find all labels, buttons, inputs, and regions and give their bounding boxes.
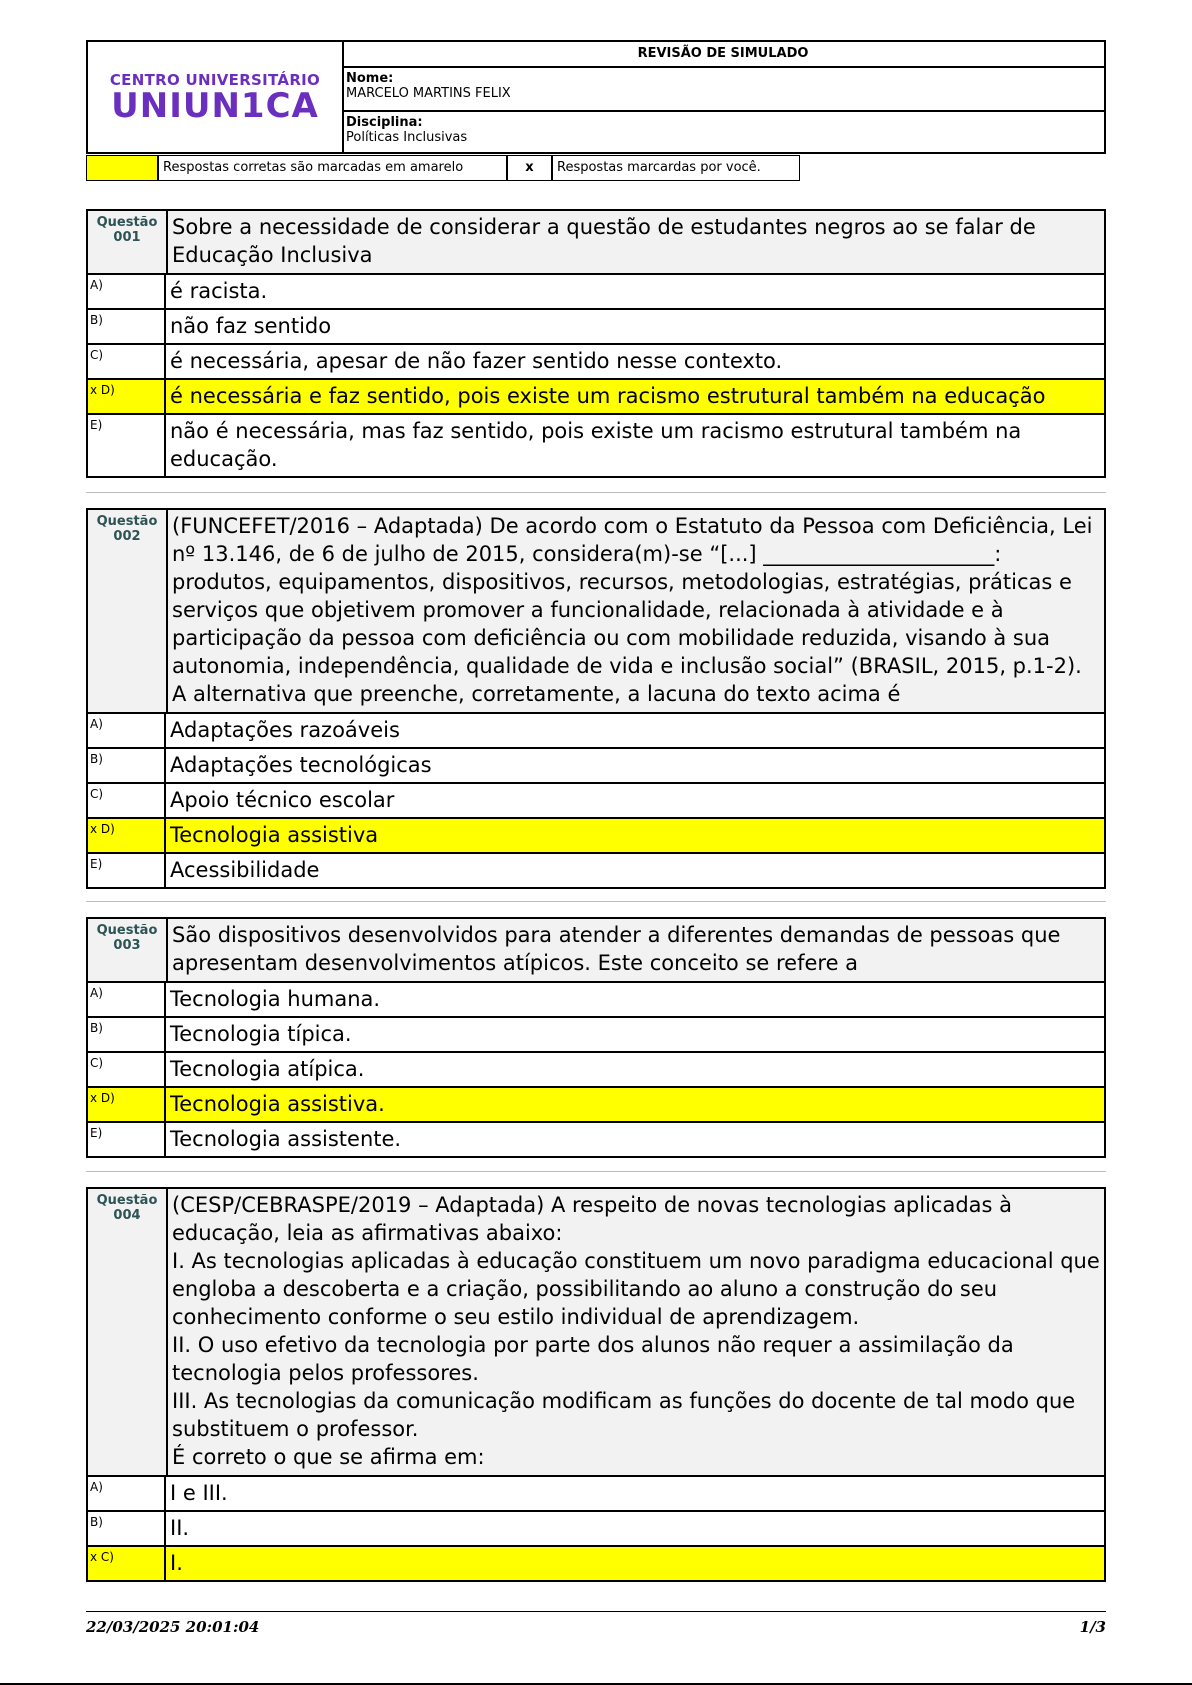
answer-option[interactable]	[88, 747, 1104, 782]
option-text: I e III.	[170, 1481, 228, 1505]
option-label: B)	[88, 310, 166, 343]
option-text: Tecnologia atípica.	[170, 1057, 365, 1081]
option-text: é necessária e faz sentido, pois existe um racismo estrutural também na educação	[170, 384, 1046, 408]
question-text-line: É correto o que se afirma em:	[172, 1445, 485, 1469]
option-label: x D)	[88, 380, 166, 413]
answer-option[interactable]	[88, 1016, 1104, 1051]
option-label: A)	[88, 275, 166, 308]
question-number: 004	[113, 1208, 141, 1223]
option-text: é necessária, apesar de não fazer sentido nesse contexto.	[170, 349, 783, 373]
option-text: não é necessária, mas faz sentido, pois existe um racismo estrutural também na educação.	[170, 419, 1022, 471]
option-label: x D)	[88, 819, 166, 852]
option-label: A)	[88, 1477, 166, 1510]
question-number: 001	[113, 230, 141, 245]
discipline-cell	[342, 112, 1104, 152]
footer-page-number: 1/3	[1079, 1618, 1106, 1636]
option-label: x C)	[88, 1547, 166, 1580]
question-word: Questão	[96, 923, 158, 938]
option-text: Acessibilidade	[170, 858, 320, 882]
question-separator	[86, 901, 1106, 902]
header-table	[86, 40, 1106, 154]
option-text: Tecnologia típica.	[170, 1022, 352, 1046]
question-header-row	[88, 211, 1104, 273]
question-text-line: II. O uso efetivo da tecnologia por parte dos alunos não requer a assimilação da tecnologia pelos professores.	[172, 1333, 1014, 1385]
question-text	[168, 510, 1104, 712]
question-label	[88, 1189, 168, 1475]
question-number: 002	[113, 529, 141, 544]
question-word: Questão	[96, 514, 158, 529]
legend-correct-text: Respostas corretas são marcadas em amarelo	[158, 155, 507, 181]
option-label: E)	[88, 1123, 166, 1156]
answer-option[interactable]	[88, 712, 1104, 747]
answer-option[interactable]	[88, 378, 1104, 413]
option-label: E)	[88, 854, 166, 887]
answer-option[interactable]	[88, 1475, 1104, 1510]
question-text	[168, 211, 1104, 273]
question-text-line: (CESP/CEBRASPE/2019 – Adaptada) A respeito de novas tecnologias aplicadas à educação, leia as afirmativas abaixo:	[172, 1193, 1013, 1245]
question-header-row	[88, 510, 1104, 712]
footer	[86, 1611, 1106, 1636]
question-word: Questão	[96, 215, 158, 230]
answer-option[interactable]	[88, 1121, 1104, 1156]
option-label: C)	[88, 784, 166, 817]
question-text	[168, 1189, 1104, 1475]
option-label: C)	[88, 1053, 166, 1086]
answer-option[interactable]	[88, 308, 1104, 343]
answer-option[interactable]	[88, 782, 1104, 817]
discipline-name: Políticas Inclusivas	[346, 130, 468, 145]
option-label: A)	[88, 714, 166, 747]
question-number: 003	[113, 938, 141, 953]
question-statement: Sobre a necessidade de considerar a questão de estudantes negros ao se falar de Educação Inclusiva	[172, 215, 1036, 267]
discipline-label: Disciplina:	[346, 115, 423, 130]
answer-option[interactable]	[88, 273, 1104, 308]
question-004	[86, 1187, 1106, 1582]
logo-line2: UNIUN1CA	[111, 86, 319, 126]
question-header-row	[88, 919, 1104, 981]
footer-datetime: 22/03/2025 20:01:04	[86, 1618, 260, 1636]
question-separator	[86, 492, 1106, 493]
option-text: Tecnologia humana.	[170, 987, 381, 1011]
question-001	[86, 209, 1106, 478]
option-label: E)	[88, 415, 166, 476]
option-text: Adaptações razoáveis	[170, 718, 400, 742]
answer-option[interactable]	[88, 1545, 1104, 1580]
option-text: II.	[170, 1516, 190, 1540]
option-text: é racista.	[170, 279, 268, 303]
question-word: Questão	[96, 1193, 158, 1208]
logo-line1: CENTRO UNIVERSITÁRIO	[109, 71, 321, 89]
option-label: B)	[88, 1018, 166, 1051]
question-statement: (FUNCEFET/2016 – Adaptada) De acordo com o Estatuto da Pessoa com Deficiência, Lei nº 13.146, de 6 de julho de 2015, considera(m)-se “[...] ______________________: produtos, equipamentos, dispositivos, recursos, metodologias, estratégias, práticas e serviços que objetivem promover a funcionalidade, relacionada à atividade e à participação da pessoa com deficiência ou com mobilidade reduzida, visando à sua autonomia, independência, qualidade de vida e inclusão social” (BRASIL, 2015, p.1-2). A alternativa que preenche, corretamente, a lacuna do texto acima é	[172, 514, 1093, 706]
answer-option[interactable]	[88, 852, 1104, 887]
question-text-line: I. As tecnologias aplicadas à educação constituem um novo paradigma educacional que engloba a descoberta e a criação, possibilitando ao aluno a construção do seu conhecimento conforme o seu estilo individual de aprendizagem.	[172, 1249, 1100, 1329]
question-002	[86, 508, 1106, 889]
question-label	[88, 510, 168, 712]
option-text: não faz sentido	[170, 314, 332, 338]
option-label: x D)	[88, 1088, 166, 1121]
page-title: REVISÃO DE SIMULADO	[342, 42, 1104, 68]
legend-mark: x	[507, 155, 552, 181]
option-text: Apoio técnico escolar	[170, 788, 395, 812]
option-label: C)	[88, 345, 166, 378]
legend-marked-text: Respostas marcardas por você.	[552, 155, 800, 181]
question-003	[86, 917, 1106, 1158]
answer-option[interactable]	[88, 981, 1104, 1016]
legend	[86, 155, 800, 181]
logo	[88, 42, 344, 152]
answer-option[interactable]	[88, 1051, 1104, 1086]
option-text: Tecnologia assistiva.	[170, 1092, 385, 1116]
legend-yellow-swatch	[86, 155, 158, 181]
answer-option[interactable]	[88, 413, 1104, 476]
answer-option[interactable]	[88, 1510, 1104, 1545]
option-label: B)	[88, 749, 166, 782]
question-text	[168, 919, 1104, 981]
student-name: MARCELO MARTINS FELIX	[346, 86, 511, 101]
question-separator	[86, 1171, 1106, 1172]
option-text: Adaptações tecnológicas	[170, 753, 432, 777]
answer-option[interactable]	[88, 817, 1104, 852]
option-text: Tecnologia assistiva	[170, 823, 379, 847]
option-text: I.	[170, 1551, 183, 1575]
question-label	[88, 919, 168, 981]
answer-option[interactable]	[88, 1086, 1104, 1121]
answer-option[interactable]	[88, 343, 1104, 378]
question-header-row	[88, 1189, 1104, 1475]
option-label: A)	[88, 983, 166, 1016]
name-label: Nome:	[346, 71, 394, 86]
question-text-line: III. As tecnologias da comunicação modificam as funções do docente de tal modo que substituem o professor.	[172, 1389, 1076, 1441]
option-label: B)	[88, 1512, 166, 1545]
name-cell	[342, 68, 1104, 112]
option-text: Tecnologia assistente.	[170, 1127, 402, 1151]
question-label	[88, 211, 168, 273]
question-statement: São dispositivos desenvolvidos para atender a diferentes demandas de pessoas que apresentam desenvolvimentos atípicos. Este conceito se refere a	[172, 923, 1061, 975]
